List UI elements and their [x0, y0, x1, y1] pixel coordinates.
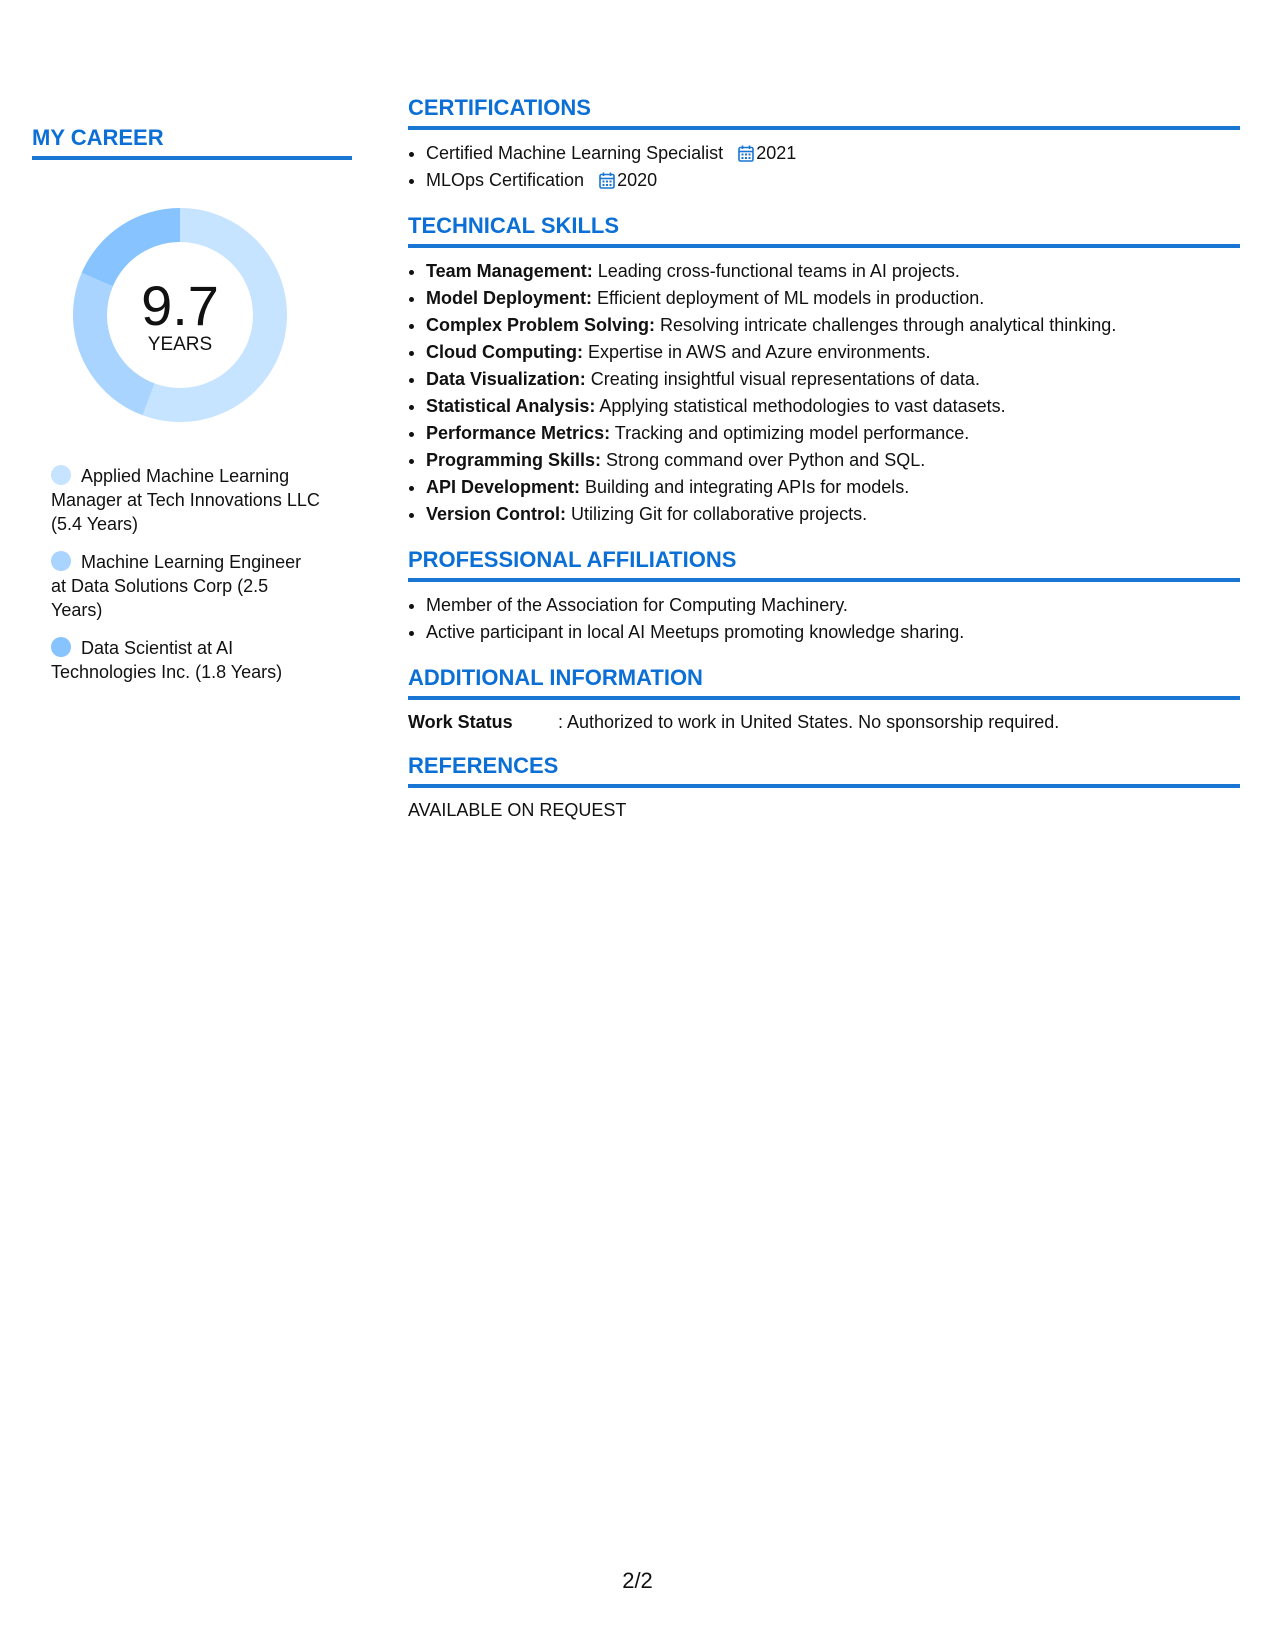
- skills-rule: [408, 244, 1240, 248]
- skill-desc: Utilizing Git for collaborative projects.: [566, 504, 868, 524]
- legend-label: Applied Machine Learning Manager at Tech Innovations LLC (5.4 Years): [51, 466, 320, 534]
- skill-desc: Resolving intricate challenges through analytical thinking.: [655, 315, 1117, 335]
- certification-item: [426, 167, 1240, 194]
- affiliations-rule: [408, 578, 1240, 582]
- skill-name: Cloud Computing:: [426, 342, 583, 362]
- total-years: 9.7: [141, 274, 219, 337]
- affiliation-item: • Member of the Association for Computing Machinery.: [426, 592, 1240, 619]
- skill-item: [426, 447, 1240, 474]
- work-status-value: : Authorized to work in United States. No sponsorship required.: [558, 712, 1060, 732]
- skills-list: [408, 258, 1240, 528]
- skill-item: [426, 474, 1240, 501]
- skill-item: [426, 258, 1240, 285]
- legend-dot: [51, 465, 71, 485]
- skill-item: [426, 366, 1240, 393]
- donut-center: [67, 202, 293, 428]
- skills-title: TECHNICAL SKILLS: [408, 213, 620, 238]
- additional-title: ADDITIONAL INFORMATION: [408, 665, 703, 690]
- affiliations-title: PROFESSIONAL AFFILIATIONS: [408, 547, 737, 572]
- skill-name: Complex Problem Solving:: [426, 315, 656, 335]
- legend-item: [51, 464, 321, 536]
- career-legend: [51, 464, 321, 684]
- calendar-icon: [738, 145, 754, 162]
- additional-rule: [408, 696, 1240, 700]
- skill-name: Performance Metrics:: [426, 423, 611, 443]
- skill-item: [426, 420, 1240, 447]
- affiliation-item: • Active participant in local AI Meetups promoting knowledge sharing.: [426, 619, 1240, 646]
- skill-desc: Expertise in AWS and Azure environments.: [582, 342, 931, 362]
- certifications-list: [408, 140, 1240, 194]
- skill-desc: Efficient deployment of ML models in production.: [592, 288, 985, 308]
- certification-item: [426, 140, 1240, 167]
- certifications-title: CERTIFICATIONS: [408, 95, 591, 120]
- total-years-unit: YEARS: [147, 334, 213, 355]
- skill-item: [426, 339, 1240, 366]
- certification-year: 2020: [617, 170, 658, 190]
- legend-dot: [51, 551, 71, 571]
- certification-name: MLOps Certification: [426, 170, 585, 190]
- calendar-icon: [599, 172, 615, 189]
- career-title: MY CAREER: [32, 125, 164, 150]
- career-donut: [67, 202, 293, 428]
- skill-name: Team Management:: [426, 261, 593, 281]
- references-text: AVAILABLE ON REQUEST: [408, 800, 627, 820]
- skill-item: [426, 393, 1240, 420]
- certification-year: 2021: [756, 143, 797, 163]
- certifications-rule: [408, 126, 1240, 130]
- main-column: [408, 94, 1240, 822]
- skill-item: [426, 501, 1240, 528]
- skill-name: Programming Skills:: [426, 450, 602, 470]
- skill-desc: Strong command over Python and SQL.: [601, 450, 926, 470]
- skill-name: API Development:: [426, 477, 581, 497]
- work-status-label: Work Status: [408, 712, 513, 732]
- legend-item: [51, 636, 321, 684]
- references-rule: [408, 784, 1240, 788]
- skill-item: [426, 312, 1240, 339]
- skill-desc: Tracking and optimizing model performance.: [610, 423, 970, 443]
- legend-label: Machine Learning Engineer at Data Solutions Corp (2.5 Years): [51, 552, 302, 620]
- skill-name: Statistical Analysis:: [426, 396, 596, 416]
- legend-label: Data Scientist at AI Technologies Inc. (1.8 Years): [51, 638, 283, 682]
- page-number: 2/2: [622, 1568, 653, 1593]
- skill-desc: Applying statistical methodologies to vast datasets.: [595, 396, 1006, 416]
- skill-item: [426, 285, 1240, 312]
- skill-name: Data Visualization:: [426, 369, 586, 389]
- legend-item: [51, 550, 321, 622]
- skill-name: Model Deployment:: [426, 288, 593, 308]
- skill-name: Version Control:: [426, 504, 567, 524]
- career-rule: [32, 156, 352, 160]
- work-status-row: [408, 710, 1240, 734]
- skill-desc: Building and integrating APIs for models.: [580, 477, 910, 497]
- certification-name: Certified Machine Learning Specialist: [426, 143, 724, 163]
- skill-desc: Creating insightful visual representations of data.: [585, 369, 980, 389]
- legend-dot: [51, 637, 71, 657]
- career-section: [32, 124, 352, 698]
- affiliations-list: [408, 592, 1240, 646]
- references-title: REFERENCES: [408, 753, 559, 778]
- skill-desc: Leading cross-functional teams in AI projects.: [592, 261, 960, 281]
